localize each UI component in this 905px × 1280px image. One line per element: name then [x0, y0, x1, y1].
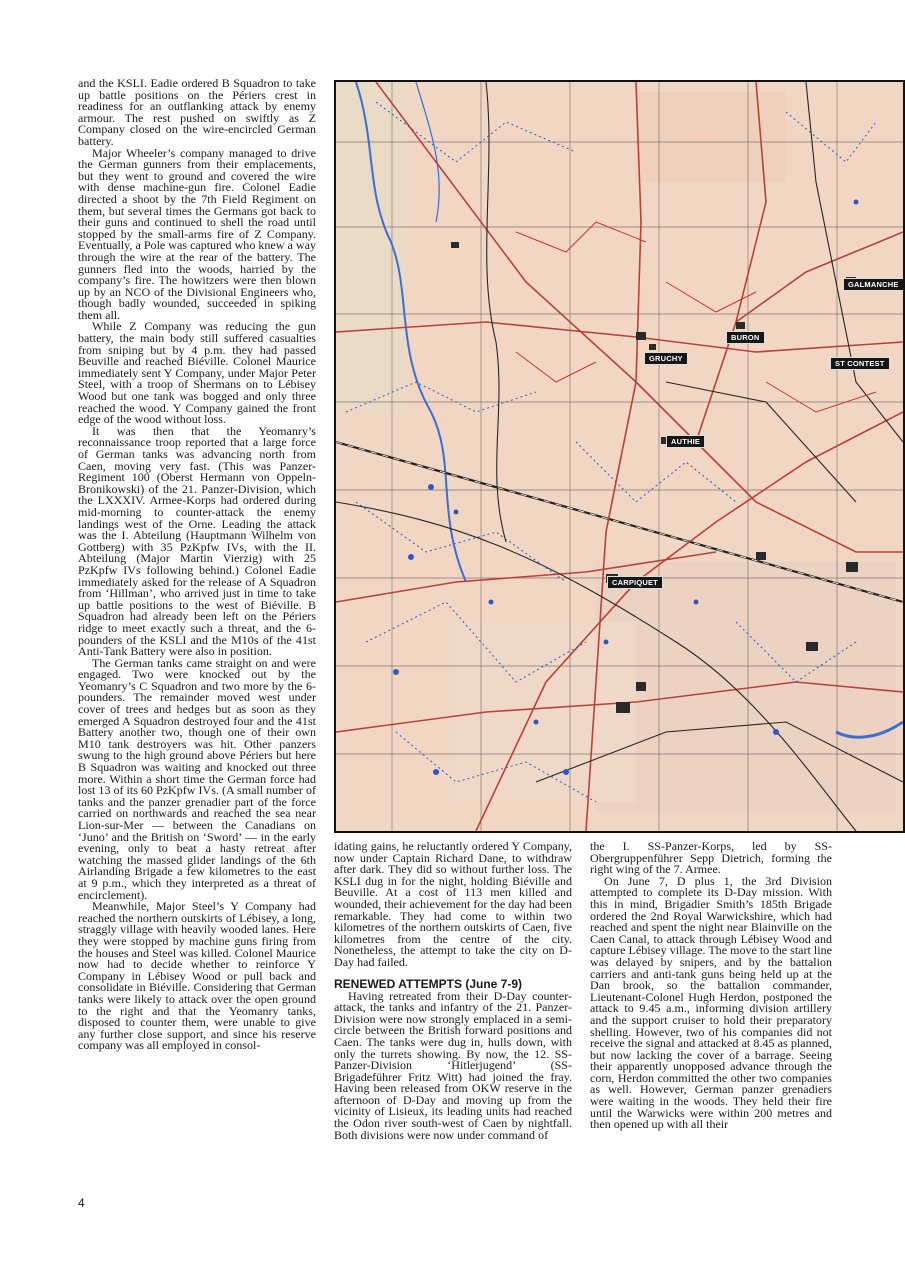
paragraph: Having retreated from their D-Day counter-attack, the tanks and infantry of the 21. Panzer-Division were now strongly emplaced in a semi-circle between the British forward positions and Caen. The tanks were dug in, hulls down, with only the turrets showing. By now, the 12. SS-Panzer-Division ‘Hitlerjugend’ (SS-Brigadeführer Fritz Witt) had joined the fray. Having been released from OKW reserve in the afternoon of D-Day and moving up from the vicinity of Lisieux, its leading units had reached the Odon river south-west of Caen by nightfall. Both divisions were now under command of	[334, 988, 572, 1142]
paragraph: idating gains, he reluctantly ordered Y Company, now under Captain Richard Dane, to withdraw after dark. They did so without further loss. The KSLI dug in for the night, holding Biéville and Beuville. At a cost of 113 men killed and wounded, their achievement for the day had been remarkable. They had come to within two kilometres of the northern outskirts of Caen, five kilometres from the centre of the city. Nonetheless, the attempt to take the city on D-Day had failed.	[334, 839, 572, 969]
paragraph: and the KSLI. Eadie ordered B Squadron to take up battle positions on the Périers crest in readiness for an outflanking attack by enemy armour. The rest pushed on swiftly as Z Company closed on the wire-encircled German battery.	[78, 76, 316, 148]
map-label-buron: BURON	[726, 331, 765, 344]
page-number: 4	[78, 1196, 85, 1210]
section-heading: RENEWED ATTEMPTS (June 7-9)	[334, 976, 523, 991]
map-label-carpiquet: CARPIQUET	[607, 576, 663, 589]
paragraph: the I. SS-Panzer-Korps, led by SS-Obergruppenführer Sepp Dietrich, forming the right wing of the 7. Armee.	[590, 839, 832, 877]
text-column-2	[334, 841, 572, 1141]
paragraph: Major Wheeler’s company managed to drive the German gunners from their emplacements, but they went to ground and covered the wire with dense machine-gun fire. Colonel Eadie directed a shoot by the 7th Field Regiment on them, but several times the Germans got back to their guns and continued to shell the road until stopped by the small-arms fire of Z Company. Eventually, a Pole was captured who knew a way through the wire at the rear of the battery. The gunners fled into the woods, harried by the company’s fire. The howitzers were then blown up by an NCO of the Divisional Engineers who, though badly wounded, succeeded in spiking them all.	[78, 145, 316, 322]
paragraph: It was then that the Yeomanry’s reconnaissance troop reported that a large force of German tanks was advancing north from Caen, moving very fast. (This was Panzer-Regiment 100 (Oberst Hermann von Oppeln-Bronikowski) of the 21. Panzer-Division, which the LXXXIV. Armee-Korps had ordered during mid-morning to counter-attack the enemy landings west of the Orne. Leading the attack was the I. Abteilung (Hauptmann Wilhelm von Gottberg) with 35 PzKpfw IVs, with the II. Abteilung (Major Martin Vierzig) with 25 PzKpfw IVs following behind.) Colonel Eadie immediately asked for the release of A Squadron from ‘Hillman’, who arrived just in time to take up battle positions to the west of Biéville. B Squadron had already been left on the Périers ridge to meet exactly such a threat, and the 6-pounders of the KSLI and the M10s of the 41st Anti-Tank Battery were also in position.	[78, 423, 316, 659]
historical-map	[334, 80, 905, 833]
paragraph: While Z Company was reducing the gun battery, the main body still suffered casualties from sniping but by 4 p.m. they had passed Beuville and reached Biéville. Colonel Maurice immediately sent Y Company, under Major Peter Steel, with a troop of Shermans on to Lébisey Wood but one tank was bogged and only three reached the wood. Y Company gained the front edge of the wood without loss.	[78, 319, 316, 427]
map-label-gruchy: GRUCHY	[644, 352, 688, 365]
paragraph: The German tanks came straight on and were engaged. Two were knocked out by the Yeomanry’s C Squadron and two more by the 6-pounders. The remainder moved west under cover of trees and hedges but as soon as they emerged A Squadron destroyed four and the 41st Battery another two, though one of their own M10 tank destroyers was hit. Other panzers swung to the high ground above Périers but here B Squadron was waiting and knocked out three more. Within a short time the German force had lost 13 of its 60 PzKpfw IVs. (A small number of tanks and the panzer grenadier part of the force carried on northwards and reached the sea near Lion-sur-Mer — between the Canadians on ‘Juno’ and the British on ‘Sword’ — in the early evening, only to beat a hasty retreat after watching the massed glider landings of the 6th Airlanding Brigade a few kilometres to the east at 9 p.m., which they interpreted as a threat of encirclement).	[78, 655, 316, 902]
map-label-galmanche: GALMANCHE	[843, 278, 904, 291]
text-column-1	[78, 78, 316, 1052]
map-graphic	[336, 82, 903, 831]
map-label-authie: AUTHIE	[666, 435, 705, 448]
paragraph: On June 7, D plus 1, the 3rd Division attempted to complete its D-Day mission. With this in mind, Brigadier Smith’s 185th Brigade ordered the 2nd Royal Warwickshire, which had reached and spent the night near Blainville on the Caen Canal, to attack through Lébisey Wood and capture Lébisey village. The move to the start line was delayed by snipers, and by the battalion carriers and anti-tank guns being held up at the Dan brook, so the battalion commander, Lieutenant-Colonel Hugh Herdon, postponed the attack to 9.45 a.m., informing division artillery and the support cruiser to hold their preparatory shelling. However, two of his companies did not receive the signal and attacked at 8.45 as planned, but now lacking the cover of a barrage. Seeing their apparently unopposed advance through the corn, Herdon committed the other two companies as well. However, German panzer grenadiers were waiting in the woods. They held their fire until the Warwicks were within 200 metres and then opened up with all their	[590, 873, 832, 1132]
map-label-st-contest: ST CONTEST	[830, 357, 890, 370]
paragraph: Meanwhile, Major Steel’s Y Company had reached the northern outskirts of Lébisey, a long, straggly village with heavily wooded lanes. Here they were stopped by machine guns firing from the houses and Steel was killed. Colonel Maurice now had to decide whether to reinforce Y Company in Lébisey Wood or pull back and consolidate in Biéville. Considering that German tanks were likely to attack over the open ground to the right and that the Yeomanry tanks, disposed to counter them, were unable to give any further close support, and since his reserve company was all employed in consol-	[78, 899, 316, 1053]
text-column-3	[590, 841, 832, 1131]
